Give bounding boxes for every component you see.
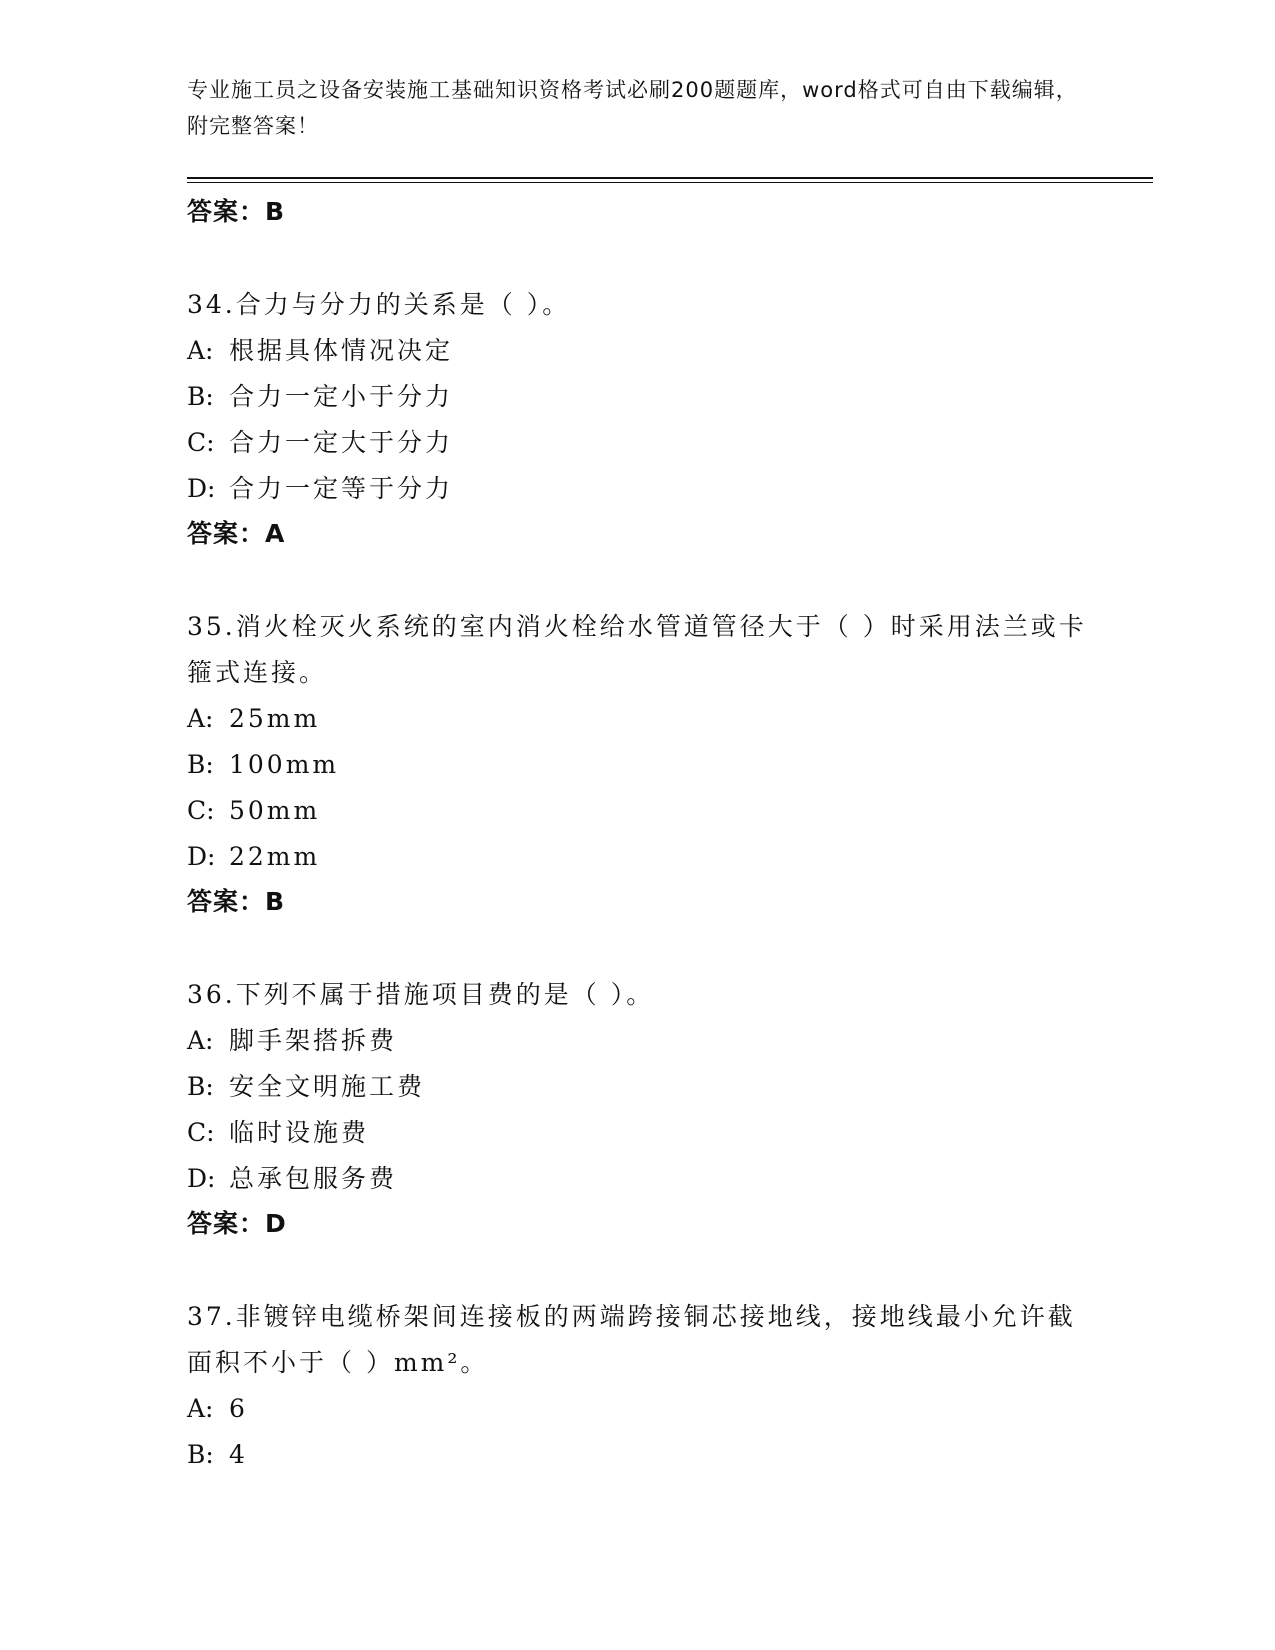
option-d <box>187 834 1087 880</box>
option-letter: B: <box>187 1072 214 1101</box>
question-37 <box>187 1294 1087 1478</box>
option-letter: A: <box>187 336 214 365</box>
answer-label: 答案： <box>187 519 266 548</box>
page-header-title: 专业施工员之设备安装施工基础知识资格考试必刷200题题库，word格式可自由下载编辑，附完整答案！ <box>187 78 1078 138</box>
option-c <box>187 420 1087 466</box>
option-text: 50mm <box>229 796 321 825</box>
question-stem: 下列不属于措施项目费的是（ ）。 <box>235 980 655 1009</box>
option-text: 根据具体情况决定 <box>229 336 454 365</box>
option-text: 4 <box>229 1440 248 1469</box>
option-text: 25mm <box>229 704 321 733</box>
option-text: 6 <box>229 1394 248 1423</box>
option-text: 100mm <box>229 750 340 779</box>
header-divider-thick <box>187 177 1153 179</box>
option-b <box>187 742 1087 788</box>
option-letter: C: <box>187 1118 215 1147</box>
option-text: 脚手架搭拆费 <box>229 1026 398 1055</box>
option-a <box>187 1386 1087 1432</box>
option-letter: B: <box>187 382 214 411</box>
option-b <box>187 1432 1087 1478</box>
option-letter: A: <box>187 1394 214 1423</box>
question-text <box>187 604 1087 696</box>
option-text: 安全文明施工费 <box>229 1072 426 1101</box>
option-a <box>187 328 1087 374</box>
option-letter: D: <box>187 842 216 871</box>
option-letter: C: <box>187 428 215 457</box>
answer-line <box>187 512 1087 556</box>
question-stem: 消火栓灭火系统的室内消火栓给水管道管径大于（ ）时采用法兰或卡箍式连接。 <box>187 612 1087 687</box>
option-letter: A: <box>187 1026 214 1055</box>
option-letter: B: <box>187 750 214 779</box>
option-text: 合力一定等于分力 <box>229 474 454 503</box>
option-text: 临时设施费 <box>229 1118 370 1147</box>
option-text: 22mm <box>229 842 321 871</box>
answer-value: B <box>265 887 286 916</box>
question-number: 37. <box>187 1302 236 1331</box>
question-stem: 合力与分力的关系是（ ）。 <box>235 290 571 319</box>
option-c <box>187 788 1087 834</box>
answer-label: 答案： <box>187 1209 266 1238</box>
question-text <box>187 1294 1087 1386</box>
question-35 <box>187 604 1087 924</box>
option-text: 合力一定小于分力 <box>229 382 454 411</box>
answer-value: D <box>265 1209 287 1238</box>
option-a <box>187 696 1087 742</box>
question-36 <box>187 972 1087 1246</box>
option-text: 合力一定大于分力 <box>229 428 454 457</box>
question-number: 35. <box>187 612 236 641</box>
option-letter: A: <box>187 704 214 733</box>
header-divider-thin <box>187 182 1153 183</box>
question-number: 34. <box>187 290 236 319</box>
option-b <box>187 1064 1087 1110</box>
answer-label: 答案： <box>187 197 266 226</box>
answer-line <box>187 1202 1087 1246</box>
option-text: 总承包服务费 <box>229 1164 398 1193</box>
question-text <box>187 972 1087 1018</box>
option-d <box>187 1156 1087 1202</box>
option-c <box>187 1110 1087 1156</box>
answer-value: B <box>265 197 286 226</box>
question-number: 36. <box>187 980 236 1009</box>
option-a <box>187 1018 1087 1064</box>
answer-line <box>187 190 1087 234</box>
option-letter: D: <box>187 1164 216 1193</box>
answer-value: A <box>265 519 286 548</box>
option-letter: B: <box>187 1440 214 1469</box>
option-letter: D: <box>187 474 216 503</box>
question-list <box>187 190 1087 1478</box>
option-d <box>187 466 1087 512</box>
option-b <box>187 374 1087 420</box>
answer-line <box>187 880 1087 924</box>
question-34 <box>187 282 1087 556</box>
question-stem: 非镀锌电缆桥架间连接板的两端跨接铜芯接地线，接地线最小允许截面积不小于（ ）mm²。 <box>187 1302 1076 1377</box>
answer-label: 答案： <box>187 887 266 916</box>
question-text <box>187 282 1087 328</box>
option-letter: C: <box>187 796 215 825</box>
